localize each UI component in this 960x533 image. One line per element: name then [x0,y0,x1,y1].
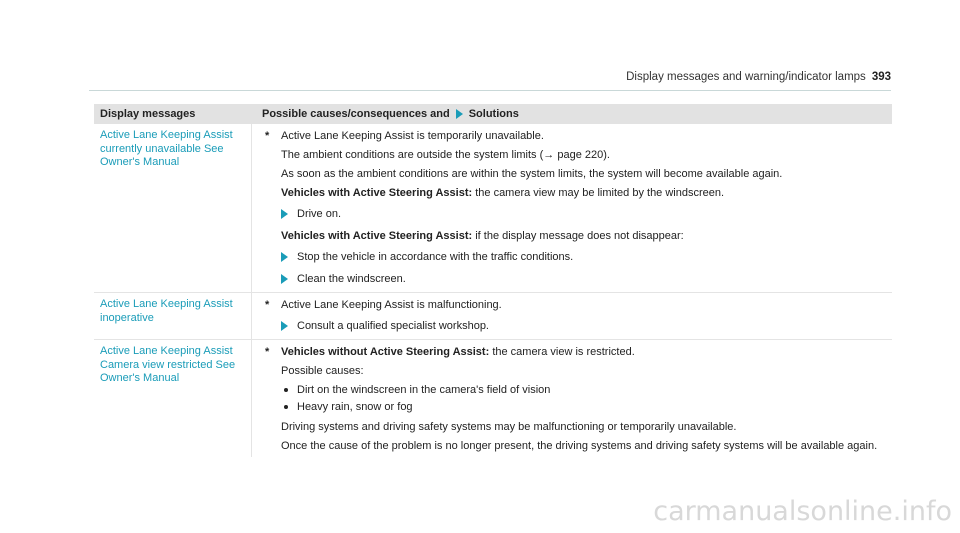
page-number: 393 [871,71,891,83]
step-text: Drive on. [297,208,342,220]
header-rule [89,90,891,91]
condition-detail: the camera view is restricted. [492,346,635,358]
cause-text: The ambient conditions are outside the system limits (→ page 220). [281,149,610,161]
display-message: Active Lane Keeping Assist Camera view restricted See Owner's Manual [94,340,252,457]
bullet-dot-icon [284,405,288,409]
table-row [94,293,892,340]
display-message: Active Lane Keeping Assist inoperative [94,293,252,339]
header-display-messages: Display messages [100,108,196,120]
header-causes-solutions [252,108,892,120]
condition-text [281,345,892,359]
header-solutions-label: Solutions [468,108,519,120]
bullet-item [284,400,892,414]
header-causes-label: Possible causes/consequences and [262,108,450,120]
condition-text [281,186,892,200]
step-text: Consult a qualified specialist workshop. [297,320,489,332]
condition-detail: if the display message does not disappear: [475,230,684,242]
bullet-item [284,383,892,397]
play-arrow-icon [281,209,288,219]
bullet-text: Dirt on the windscreen in the camera's field of vision [297,384,551,396]
watermark: carmanualsonline.info [653,496,952,527]
condition-label: Vehicles with Active Steering Assist: [281,230,473,242]
table-row [94,124,892,293]
asterisk-marker: * [265,346,270,358]
display-message: Active Lane Keeping Assist currently unavailable See Owner's Manual [94,124,252,292]
asterisk-marker: * [265,130,270,142]
solution-step [281,319,892,333]
cause-text: Possible causes: [281,365,364,377]
solution-step [281,272,892,286]
asterisk-marker: * [265,299,270,311]
step-text: Clean the windscreen. [297,273,406,285]
condition-label: Vehicles with Active Steering Assist: [281,187,473,199]
cause-text: Driving systems and driving safety systems may be malfunctioning or temporarily unavailable. [281,421,737,433]
running-head [626,71,891,83]
running-head-title: Display messages and warning/indicator lamps [626,71,866,83]
play-arrow-icon [281,252,288,262]
causes-solutions [252,293,892,339]
display-messages-table [94,104,892,457]
solution-step [281,250,892,264]
solution-step [281,207,892,221]
table-header [94,104,892,124]
play-arrow-icon [456,109,463,119]
condition-detail: the camera view may be limited by the windscreen. [475,187,725,199]
cause-text: As soon as the ambient conditions are within the system limits, the system will become available again. [281,168,783,180]
condition-text [281,229,892,243]
step-text: Stop the vehicle in accordance with the traffic conditions. [297,251,574,263]
causes-solutions [252,124,892,292]
play-arrow-icon [281,274,288,284]
cause-text: Active Lane Keeping Assist is temporarily unavailable. [281,130,544,142]
cause-text: Once the cause of the problem is no longer present, the driving systems and driving safety systems will be available again. [281,440,878,452]
play-arrow-icon [281,321,288,331]
table-row [94,340,892,457]
cause-text: Active Lane Keeping Assist is malfunctioning. [281,299,502,311]
bullet-dot-icon [284,388,288,392]
causes-solutions [252,340,892,457]
bullet-text: Heavy rain, snow or fog [297,401,413,413]
condition-label: Vehicles without Active Steering Assist: [281,346,490,358]
